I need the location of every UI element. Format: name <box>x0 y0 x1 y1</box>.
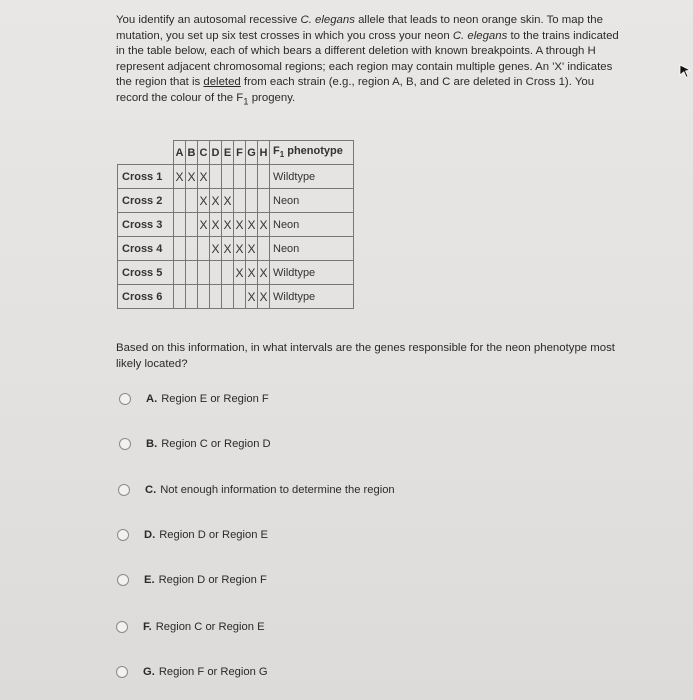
phenotype-header-f: F <box>273 145 280 158</box>
cross-label: Cross 2 <box>118 189 174 213</box>
underlined-word: deleted <box>203 76 241 89</box>
deletion-cell <box>186 261 198 285</box>
deletion-cell <box>258 237 270 261</box>
deletion-cell <box>198 261 210 285</box>
option-letter: A. <box>146 393 158 405</box>
region-header: H <box>258 141 270 165</box>
deletion-cell: X <box>222 189 234 213</box>
phenotype-header-text: phenotype <box>284 145 343 158</box>
option-f[interactable] <box>116 621 265 633</box>
deletion-cell <box>186 213 198 237</box>
deletion-cell: X <box>246 213 258 237</box>
deletion-cell: X <box>210 189 222 213</box>
phenotype-cell: Wildtype <box>270 285 354 309</box>
option-c[interactable] <box>118 484 395 496</box>
option-letter: E. <box>144 574 155 586</box>
deletion-cell <box>174 285 186 309</box>
phenotype-cell: Neon <box>270 189 354 213</box>
table-row <box>118 237 354 261</box>
deletion-cell: X <box>198 165 210 189</box>
intro-text-5: progeny. <box>248 91 296 104</box>
radio-circle-icon[interactable] <box>119 438 131 450</box>
deletion-cell <box>210 261 222 285</box>
question-text: Based on this information, in what intervals are the genes responsible for the neon phenotype most likely located? <box>116 342 615 370</box>
deletion-cell <box>246 189 258 213</box>
region-header: F <box>234 141 246 165</box>
cross-label: Cross 4 <box>118 237 174 261</box>
deletion-cell: X <box>258 261 270 285</box>
option-g[interactable] <box>116 666 268 678</box>
deletion-cell: X <box>258 213 270 237</box>
intro-text-2: allele that leads to neon orange skin. To map the mutation, you set up six test crosses in which you cross your neon <box>116 14 603 42</box>
deletion-cell <box>174 213 186 237</box>
intro-text-1: You identify an autosomal recessive <box>116 14 301 26</box>
deletion-cell: X <box>222 237 234 261</box>
cross-label: Cross 1 <box>118 165 174 189</box>
intro-text-4: from each strain (e.g., region A, B, and C are deleted in Cross 1). You record the colour of the F <box>116 76 595 104</box>
deletion-cell: X <box>210 237 222 261</box>
table-row <box>118 285 354 309</box>
option-letter: B. <box>146 438 158 450</box>
radio-circle-icon[interactable] <box>116 666 128 678</box>
table-header-row <box>118 141 354 165</box>
phenotype-cell: Neon <box>270 213 354 237</box>
phenotype-cell: Neon <box>270 237 354 261</box>
deletion-cell: X <box>210 213 222 237</box>
option-text: Not enough information to determine the region <box>160 484 395 496</box>
option-text: Region F or Region G <box>158 666 268 678</box>
option-text: Region C or Region D <box>161 438 271 450</box>
deletion-cell: X <box>246 285 258 309</box>
subscript: 1 <box>243 96 249 108</box>
deletion-cell: X <box>198 189 210 213</box>
deletion-cell: X <box>246 261 258 285</box>
intro-text-3: to the trains indicated in the table below, each of which bears a different deletion with known breakpoints. A through H represent adjacent chromosomal regions; each region may contain multiple genes. An 'X' indicates the region that is <box>116 29 619 89</box>
radio-circle-icon[interactable] <box>117 529 129 541</box>
radio-circle-icon[interactable] <box>116 621 128 633</box>
region-header: B <box>186 141 198 165</box>
deletion-cell <box>258 165 270 189</box>
deletion-cell <box>210 285 222 309</box>
deletion-cell <box>222 285 234 309</box>
option-letter: G. <box>143 666 155 678</box>
subscript: 1 <box>279 150 285 160</box>
deletion-cell <box>186 189 198 213</box>
deletion-cell: X <box>222 213 234 237</box>
deletion-cell <box>186 237 198 261</box>
cross-label: Cross 3 <box>118 213 174 237</box>
deletion-cell: X <box>234 213 246 237</box>
region-header: C <box>198 141 210 165</box>
region-header: A <box>174 141 186 165</box>
deletion-cell: X <box>246 237 258 261</box>
cross-label: Cross 5 <box>118 261 174 285</box>
deletion-cell <box>210 165 222 189</box>
deletion-cell <box>186 285 198 309</box>
deletion-cell <box>174 237 186 261</box>
region-header: D <box>210 141 222 165</box>
deletion-cell <box>222 261 234 285</box>
table-row <box>118 189 354 213</box>
deletion-cell <box>234 189 246 213</box>
option-text: Region D or Region F <box>158 574 267 586</box>
option-e[interactable] <box>117 574 267 586</box>
deletion-cell <box>258 189 270 213</box>
deletion-cell: X <box>234 237 246 261</box>
species-name: C. elegans <box>452 29 508 42</box>
phenotype-cell: Wildtype <box>270 261 354 285</box>
species-name: C. elegans <box>300 14 355 26</box>
option-text: Region D or Region E <box>159 529 269 541</box>
deletion-cell <box>234 285 246 309</box>
radio-circle-icon[interactable] <box>119 393 131 405</box>
cross-label: Cross 6 <box>118 285 174 309</box>
option-text: Region E or Region F <box>161 393 269 405</box>
option-text: Region C or Region E <box>155 621 265 633</box>
deletion-cell <box>234 165 246 189</box>
table-row <box>118 213 354 237</box>
mouse-pointer-icon <box>679 64 691 78</box>
deletion-cell <box>222 165 234 189</box>
option-letter: D. <box>144 529 156 541</box>
option-d[interactable] <box>117 529 268 541</box>
deletion-cell <box>174 189 186 213</box>
phenotype-cell: Wildtype <box>270 165 354 189</box>
deletion-table <box>117 140 354 309</box>
table-body <box>118 165 354 309</box>
option-letter: F. <box>143 621 152 633</box>
deletion-cell: X <box>186 165 198 189</box>
deletion-cell <box>246 165 258 189</box>
table-row <box>118 165 354 189</box>
radio-circle-icon[interactable] <box>117 574 129 586</box>
deletion-cell <box>198 285 210 309</box>
deletion-cell <box>174 261 186 285</box>
option-a[interactable] <box>119 393 269 405</box>
radio-circle-icon[interactable] <box>118 484 130 496</box>
header-corner <box>118 141 174 165</box>
deletion-cell <box>198 237 210 261</box>
region-header: G <box>246 141 258 165</box>
deletion-cell: X <box>234 261 246 285</box>
option-b[interactable] <box>119 438 271 450</box>
phenotype-header <box>270 141 354 165</box>
table-row <box>118 261 354 285</box>
question-intro <box>116 13 622 110</box>
deletion-cell: X <box>174 165 186 189</box>
region-header: E <box>222 141 234 165</box>
deletion-cell: X <box>198 213 210 237</box>
deletion-cell: X <box>258 285 270 309</box>
option-letter: C. <box>145 484 157 496</box>
